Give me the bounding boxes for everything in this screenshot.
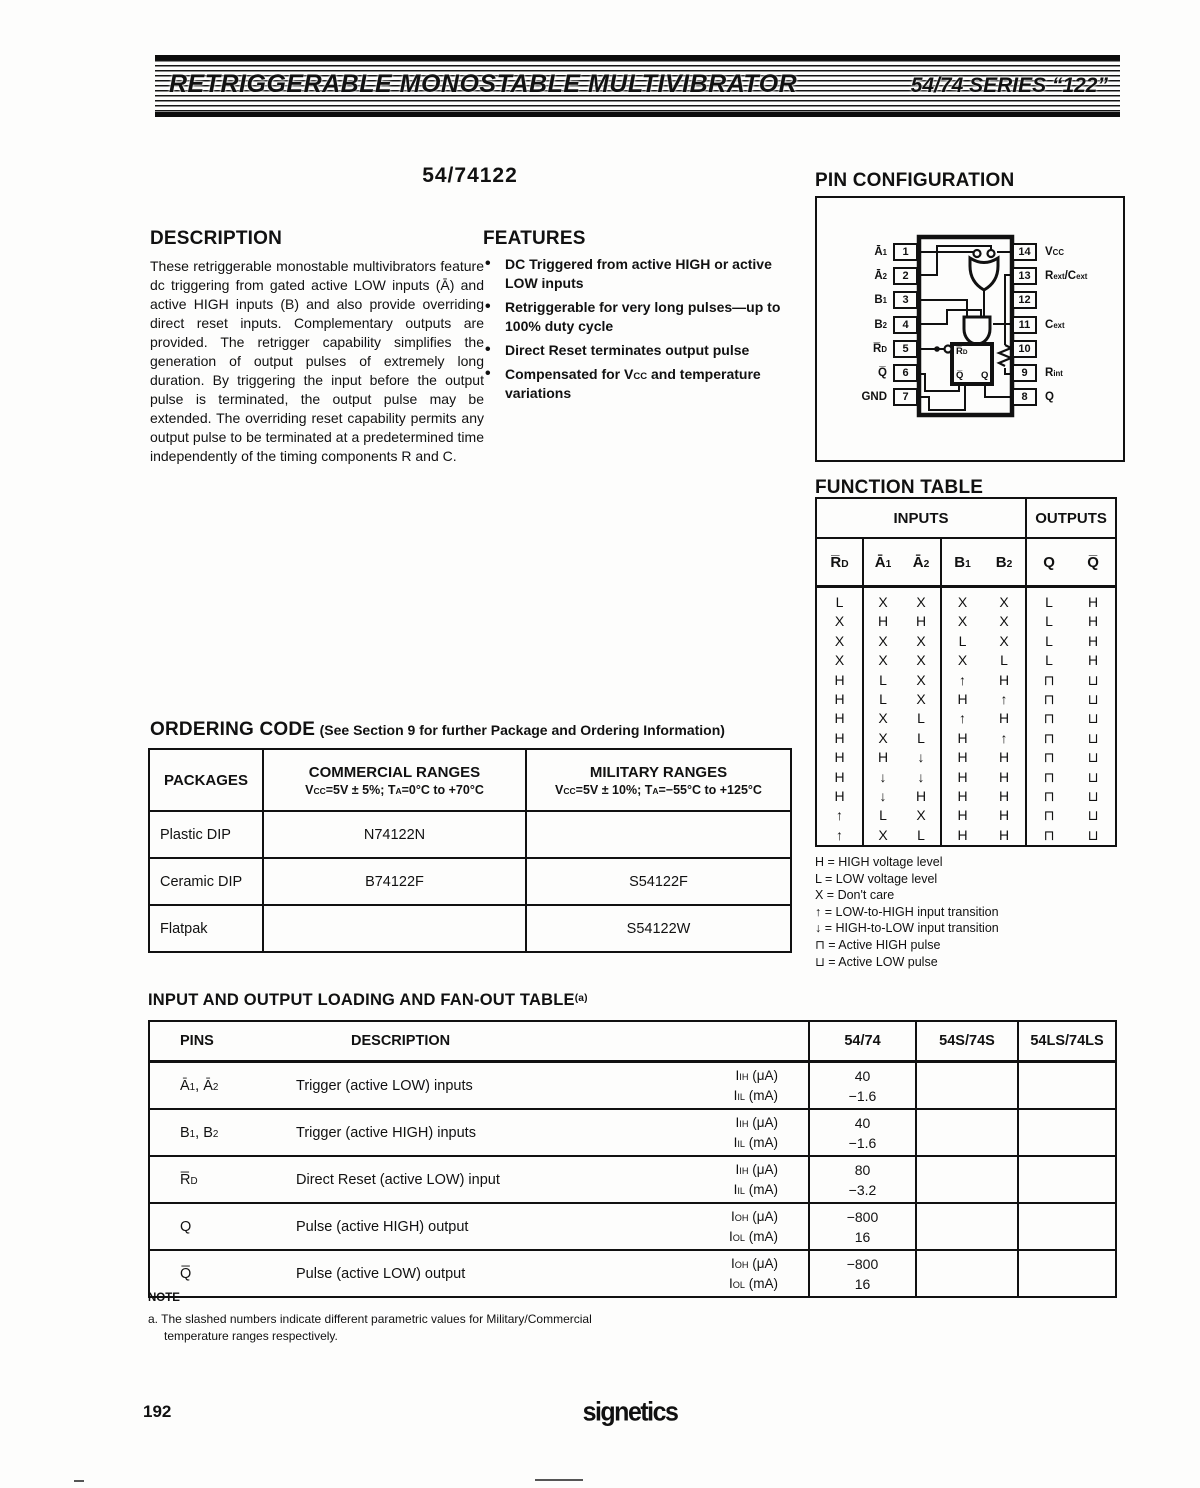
pin-label-2: $Ā_2$ [874, 270, 887, 283]
outputs-group-header: OUTPUTS [1026, 498, 1116, 538]
footnote-block [148, 1290, 592, 1345]
function-table-row [816, 587, 1116, 613]
col-header-b1: $B_1$ [941, 538, 983, 587]
cell-q: L [1045, 632, 1053, 649]
value-cell-54ls74ls [1018, 1156, 1116, 1203]
cell-b1: H [957, 749, 968, 766]
cell-a2: L [902, 709, 941, 728]
pins-cell: Q̅ [149, 1250, 241, 1297]
value-cell-54ls74ls [1018, 1250, 1116, 1297]
ordering-header-commercial: COMMERCIAL RANGES $V_{CC}=5V \pm 5\%$; $T_A=0^\circ C$ to +70°C [263, 749, 526, 811]
legend-line: X = Don't care [815, 888, 895, 903]
function-table-row [816, 690, 1116, 709]
cell-a1: L [879, 691, 887, 708]
cell-b2: X [983, 612, 1026, 631]
cell-qbar: H [1088, 594, 1099, 610]
pin-number-11: 11 [1012, 316, 1037, 334]
pin-label-7: GND [861, 391, 887, 404]
cell-rd: H [816, 768, 863, 787]
cell-a2: H [902, 612, 941, 631]
pin-number-13: 13 [1012, 267, 1037, 285]
pin-label-11: $C_{ext}$ [1045, 318, 1065, 331]
function-table-row [816, 632, 1116, 651]
ff-q-label: Q [981, 370, 989, 381]
function-table-heading: FUNCTION TABLE [815, 477, 984, 498]
pin-number-8: 8 [1012, 388, 1037, 406]
header-banner [155, 55, 1120, 117]
col-header-qbar: Q̅ [1071, 538, 1116, 587]
scan-artifact [74, 1480, 84, 1482]
cell-b1: ↑ [959, 710, 966, 727]
cell-rd: X [816, 651, 863, 670]
pin-number-10: 10 [1012, 340, 1037, 358]
military-part-cell: S54122W [526, 905, 791, 952]
value-cell-54ls74ls [1018, 1203, 1116, 1250]
ordering-table-row [149, 811, 791, 858]
loading-table-row [149, 1109, 1116, 1156]
function-table-row [816, 826, 1116, 846]
value-cell-54s74s [916, 1203, 1018, 1250]
commercial-part-cell: B74122F [263, 858, 526, 905]
feature-item: • Direct Reset terminates output pulse [483, 341, 805, 360]
cell-b1: L [958, 632, 967, 649]
pin-number-9: 9 [1012, 364, 1037, 382]
pin-number-1: 1 [893, 243, 918, 261]
value-cell-54s74s [916, 1250, 1018, 1297]
col-header-rd: $R̅_D$ [816, 538, 863, 587]
cell-rd: ↑ [816, 806, 863, 825]
value-cell-54s74s [916, 1156, 1018, 1203]
ordering-table-row [149, 905, 791, 952]
cell-a2: X [902, 690, 941, 709]
ordering-header-military: MILITARY RANGES $V_{CC}=5V \pm 10\%$; $T_A=-55^\circ C$ to +125°C [526, 749, 791, 811]
function-table-row [816, 768, 1116, 787]
military-part-cell: S54122F [526, 858, 791, 905]
value-cell-5474: 80 −3.2 [809, 1156, 916, 1203]
legend-line: H = HIGH voltage level [815, 855, 943, 869]
description-cell: Pulse (active HIGH) output $I_{OH}$ (μA) $I_{OL}$ (mA) [241, 1203, 809, 1250]
cell-q: ⊓ [1043, 710, 1055, 727]
cell-qbar: H [1088, 632, 1099, 649]
function-table-row [816, 612, 1116, 631]
value-cell-54s74s [916, 1109, 1018, 1156]
function-table-row [816, 787, 1116, 806]
cell-qbar: ⊔ [1087, 768, 1099, 785]
cell-qbar: ⊔ [1087, 691, 1099, 708]
pins-cell: Q [149, 1203, 241, 1250]
cell-b1: X [957, 652, 968, 669]
features-section [483, 228, 805, 403]
ordering-header-packages: PACKAGES [149, 749, 263, 811]
cell-rd: H [816, 729, 863, 748]
loading-table-heading: INPUT AND OUTPUT LOADING AND FAN-OUT TABLE$^{(a)}$ [148, 991, 588, 1009]
cell-b1: H [957, 691, 968, 708]
cell-a1: H [877, 613, 889, 630]
cell-a1: X [878, 632, 888, 649]
note-label: NOTE [148, 1292, 180, 1304]
pin-label-3: $B_1$ [874, 294, 887, 307]
cell-rd: H [816, 748, 863, 767]
pin-number-12: 12 [1012, 291, 1037, 309]
cell-b2: H [983, 709, 1026, 728]
pin-number-7: 7 [893, 388, 918, 406]
cell-a1: X [878, 826, 888, 843]
package-cell: Flatpak [149, 905, 263, 952]
features-list [483, 255, 805, 403]
col-header-b2: $B_2$ [983, 538, 1026, 587]
cell-b2: H [983, 826, 1026, 846]
function-table-row [816, 651, 1116, 670]
cell-b2: H [983, 768, 1026, 787]
package-cell: Plastic DIP [149, 811, 263, 858]
description-heading: DESCRIPTION [150, 228, 283, 249]
cell-b1: H [957, 807, 968, 824]
function-table-row [816, 806, 1116, 825]
value-cell-5474: −800 16 [809, 1203, 916, 1250]
pin-number-6: 6 [893, 364, 918, 382]
banner-title: RETRIGGERABLE MONOSTABLE MULTIVIBRATOR [169, 70, 798, 98]
note-line-1: a. The slashed numbers indicate different parametric values for Military/Commercial [148, 1312, 592, 1326]
ordering-code-title: ORDERING CODE [150, 719, 316, 740]
parameter-labels: $I_{IH}$ (μA) $I_{IL}$ (mA) [733, 1114, 778, 1150]
cell-b1: H [957, 768, 968, 785]
value-cell-5474: 40 −1.6 [809, 1062, 916, 1110]
pin-label-8: Q [1045, 391, 1054, 404]
cell-b1: ↑ [959, 671, 966, 688]
cell-b1: H [957, 826, 968, 843]
cell-qbar: H [1088, 652, 1099, 669]
parameter-labels: $I_{IH}$ (μA) $I_{IL}$ (mA) [733, 1067, 778, 1103]
cell-rd: H [816, 787, 863, 806]
legend-line: ↑ = LOW-to-HIGH input transition [815, 904, 999, 919]
loading-header-5474: 54/74 [809, 1021, 916, 1062]
military-part-cell [526, 811, 791, 858]
description-cell: Trigger (active LOW) inputs $I_{IH}$ (μA) $I_{IL}$ (mA) [241, 1062, 809, 1110]
cell-qbar: ⊔ [1087, 807, 1099, 824]
description-cell: Pulse (active LOW) output $I_{OH}$ (μA) $I_{OL}$ (mA) [241, 1250, 809, 1297]
cell-a2: L [902, 826, 941, 846]
loading-table-row [149, 1156, 1116, 1203]
cell-a1: ↓ [879, 788, 887, 805]
cell-q: ⊓ [1043, 807, 1055, 824]
cell-b1: X [957, 594, 968, 610]
cell-q: ⊓ [1043, 671, 1055, 688]
pin-label-14: $V_{CC}$ [1045, 246, 1064, 258]
pin-label-5: $R̅_D$ [873, 342, 887, 355]
cell-a1: X [878, 594, 888, 610]
value-cell-54ls74ls [1018, 1109, 1116, 1156]
cell-a2: X [902, 651, 941, 670]
cell-a1: ↓ [879, 768, 887, 785]
cell-b2: X [983, 587, 1026, 613]
cell-q: L [1045, 613, 1053, 630]
legend-line: ↓ = HIGH-to-LOW input transition [815, 921, 999, 936]
ff-qbar-label: Q̅ [956, 370, 964, 381]
cell-a2: X [902, 671, 941, 690]
cell-b1: H [957, 788, 968, 805]
parameter-labels: $I_{OH}$ (μA) $I_{OL}$ (mA) [728, 1208, 778, 1244]
cell-rd: X [816, 632, 863, 651]
function-table-row [816, 709, 1116, 728]
feature-item: • DC Triggered from active HIGH or active LOW inputs [483, 255, 805, 293]
description-cell: Direct Reset (active LOW) input $I_{IH}$ (μA) $I_{IL}$ (mA) [241, 1156, 809, 1203]
function-table-row [816, 748, 1116, 767]
commercial-part-cell [263, 905, 526, 952]
loading-heading-footnote: (a) [574, 992, 588, 1004]
cell-a2: ↓ [902, 748, 941, 767]
cell-b2: X [983, 632, 1026, 651]
value-cell-5474: 40 −1.6 [809, 1109, 916, 1156]
pin-number-14: 14 [1012, 243, 1037, 261]
cell-rd: H [816, 690, 863, 709]
pin-label-1: $Ā_1$ [874, 246, 887, 258]
pin-configuration-box [815, 196, 1125, 462]
cell-qbar: ⊔ [1087, 729, 1099, 746]
col-header-a1: $Ā_1$ [863, 538, 902, 587]
cell-a1: X [878, 729, 888, 746]
loading-header-description: DESCRIPTION [241, 1021, 809, 1062]
loading-table-row [149, 1203, 1116, 1250]
pin-number-4: 4 [893, 316, 918, 334]
page-number: 192 [143, 1402, 172, 1421]
pin-configuration-heading: PIN CONFIGURATION [815, 170, 1015, 191]
banner-series-label: 54/74 SERIES “122” [910, 74, 1108, 97]
pin-number-3: 3 [893, 291, 918, 309]
cell-a1: L [879, 807, 887, 824]
cell-a2: H [902, 787, 941, 806]
ordering-table [148, 748, 792, 953]
pin-number-2: 2 [893, 267, 918, 285]
description-section [150, 228, 484, 466]
legend-line: L = LOW voltage level [815, 871, 938, 886]
pin-diagram [817, 198, 1123, 460]
ordering-table-row [149, 858, 791, 905]
value-cell-54ls74ls [1018, 1062, 1116, 1110]
commercial-part-cell: N74122N [263, 811, 526, 858]
loading-table [148, 1020, 1117, 1298]
legend-line: ⊓ = Active HIGH pulse [815, 937, 941, 952]
cell-rd: L [816, 587, 863, 613]
features-heading: FEATURES [483, 228, 586, 249]
pins-cell: $B_1$, $B_2$ [149, 1109, 241, 1156]
cell-q: L [1045, 594, 1053, 610]
cell-a1: X [878, 652, 888, 669]
cell-qbar: ⊔ [1087, 710, 1099, 727]
pin-label-13: $R_{ext}/C_{ext}$ [1045, 270, 1088, 283]
cell-b1: X [957, 613, 968, 630]
cell-qbar: ⊔ [1087, 671, 1099, 688]
cell-a2: ↓ [902, 768, 941, 787]
cell-b2: H [983, 787, 1026, 806]
parameter-labels: $I_{OH}$ (μA) $I_{OL}$ (mA) [728, 1255, 778, 1291]
cell-rd: H [816, 709, 863, 728]
cell-rd: ↑ [816, 826, 863, 846]
col-header-q: Q [1026, 538, 1071, 587]
description-body: These retriggerable monostable multivibrators feature dc triggering from gated active LOW inputs (Ā) and active HIGH inputs (B) and also provide overriding direct reset inputs. Complementary outputs are provided. The retrigger capability simplifies the generation of output pulses of extremely long duration. By triggering the input before the output pulse is terminated, the output pulse may be extended. The overriding reset capability permits any output pulse to be terminated at a predetermined time independently of the timing components R and C. [150, 258, 484, 464]
loading-header-pins: PINS [149, 1021, 241, 1062]
part-number-title: 54/74122 [422, 164, 518, 187]
description-cell: Trigger (active HIGH) inputs $I_{IH}$ (μA) $I_{IL}$ (mA) [241, 1109, 809, 1156]
cell-qbar: H [1088, 613, 1099, 630]
loading-table-row [149, 1062, 1116, 1110]
cell-q: ⊓ [1043, 768, 1055, 785]
pin-label-9: $R_{int}$ [1045, 367, 1063, 379]
cell-a1: L [879, 671, 887, 688]
ordering-code-note: (See Section 9 for further Package and Ordering Information) [319, 722, 725, 738]
cell-a1: H [877, 749, 889, 766]
cell-q: ⊓ [1043, 749, 1055, 766]
cell-q: ⊓ [1043, 729, 1055, 746]
cell-q: L [1045, 652, 1053, 669]
ordering-code-heading [150, 719, 725, 741]
cell-b2: ↑ [983, 729, 1026, 748]
col-header-a2: $Ā_2$ [902, 538, 941, 587]
inputs-group-header: INPUTS [816, 498, 1026, 538]
cell-qbar: ⊔ [1087, 826, 1099, 843]
feature-item: • Retriggerable for very long pulses—up to 100% duty cycle [483, 298, 805, 336]
cell-b2: L [983, 651, 1026, 670]
signetics-logo: signetics [582, 1396, 678, 1428]
value-cell-5474: −800 16 [809, 1250, 916, 1297]
legend-line: ⊔ = Active LOW pulse [815, 954, 938, 969]
pins-cell: $Ā_1$, $Ā_2$ [149, 1062, 241, 1110]
cell-qbar: ⊔ [1087, 749, 1099, 766]
value-cell-54s74s [916, 1062, 1018, 1110]
cell-b1: H [957, 729, 968, 746]
cell-b2: H [983, 748, 1026, 767]
package-cell: Ceramic DIP [149, 858, 263, 905]
cell-b2: H [983, 806, 1026, 825]
cell-rd: X [816, 612, 863, 631]
note-line-2: temperature ranges respectively. [164, 1329, 338, 1343]
cell-q: ⊓ [1043, 826, 1055, 843]
cell-b2: ↑ [983, 690, 1026, 709]
function-table-row [816, 729, 1116, 748]
pin-label-6: Q̅ [878, 367, 887, 379]
cell-qbar: ⊔ [1087, 788, 1099, 805]
pin-label-4: $B_2$ [874, 318, 887, 331]
cell-a1: X [878, 710, 888, 727]
cell-a2: L [902, 729, 941, 748]
cell-a2: X [902, 806, 941, 825]
cell-rd: H [816, 671, 863, 690]
pin-number-5: 5 [893, 340, 918, 358]
cell-q: ⊓ [1043, 788, 1055, 805]
cell-b2: H [983, 671, 1026, 690]
loading-header-54s74s: 54S/74S [916, 1021, 1018, 1062]
function-table-row [816, 671, 1116, 690]
feature-item: • Compensated for $V_{CC}$ and temperature variations [483, 365, 805, 403]
function-table [815, 497, 1117, 847]
scan-artifact [535, 1479, 583, 1481]
cell-q: ⊓ [1043, 691, 1055, 708]
ff-reset-label: $R̅_D$ [956, 346, 968, 357]
cell-a2: X [902, 632, 941, 651]
pins-cell: $R̅_D$ [149, 1156, 241, 1203]
cell-a2: X [902, 587, 941, 613]
function-table-legend [815, 854, 1125, 970]
loading-header-54ls74ls: 54LS/74LS [1018, 1021, 1116, 1062]
parameter-labels: $I_{IH}$ (μA) $I_{IL}$ (mA) [733, 1161, 778, 1197]
